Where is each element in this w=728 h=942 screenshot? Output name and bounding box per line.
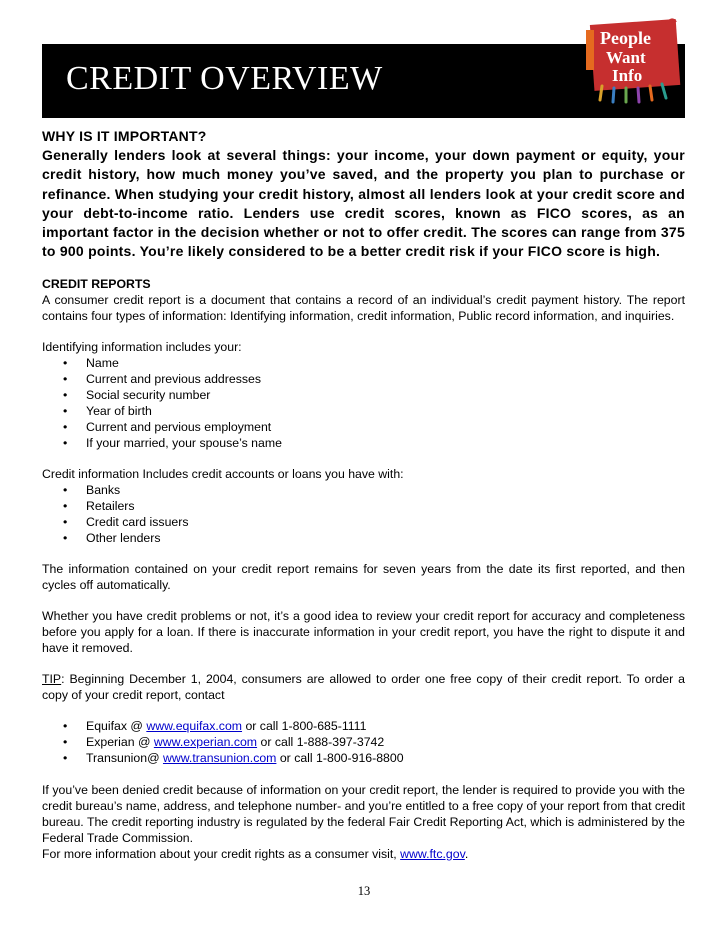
logo-word-people: People — [600, 28, 651, 48]
list-item: • If your married, your spouse’s name — [63, 435, 282, 450]
list-item: • Current and pervious employment — [63, 419, 272, 434]
credit-info-list — [42, 482, 685, 546]
tip-label: TIP — [42, 671, 62, 686]
list-item: • Name — [63, 355, 119, 370]
list-item: • Retailers — [63, 498, 135, 513]
tip-text: : Beginning December 1, 2004, consumers are allowed to order one free copy of their credit report. To order a copy of your credit report, contact — [42, 671, 685, 702]
list-item: • Credit card issuers — [63, 514, 189, 529]
list-item: • Banks — [63, 482, 121, 497]
retention-paragraph: The information contained on your credit report remains for seven years from the date its first reported, and then cycles off automatically. — [42, 561, 685, 592]
ftc-link[interactable]: www.ftc.gov — [400, 846, 465, 861]
page-content — [42, 127, 685, 862]
page-number: 13 — [357, 884, 371, 898]
tip-paragraph — [42, 671, 685, 703]
why-body: Generally lenders look at several things: your income, your down payment or equity, your credit history, how much money you’ve saved, and the property you plan to purchase or refinance. When studying your credit history, almost all lenders look at your credit score and your debt-to-income ratio. Lenders use credit scores, known as FICO scores, as an important factor in the decision whether or not to offer credit. The scores can range from 375 to 900 points. You’re likely considered to be a better credit risk if your FICO score is high. — [42, 147, 685, 260]
page-title: CREDIT OVERVIEW — [66, 60, 383, 97]
list-item: • Social security number — [63, 387, 211, 402]
equifax-link[interactable]: www.equifax.com — [146, 718, 243, 733]
credit-reports-heading: CREDIT REPORTS — [42, 276, 151, 291]
identifying-intro: Identifying information includes your: — [42, 339, 242, 354]
why-heading: WHY IS IT IMPORTANT? — [42, 128, 207, 144]
ftc-paragraph: For more information about your credit rights as a consumer visit, www.ftc.gov. — [42, 846, 469, 861]
experian-link[interactable]: www.experian.com — [153, 735, 258, 750]
logo-word-info: Info — [612, 66, 643, 85]
bureau-equifax: • Equifax @ www.equifax.com or call 1-800-685-1111 — [63, 718, 367, 733]
list-item: • Other lenders — [63, 530, 161, 545]
transunion-link[interactable]: www.transunion.com — [162, 751, 277, 766]
list-item: • Current and previous addresses — [63, 371, 261, 386]
credit-reports-intro: A consumer credit report is a document that contains a record of an individual’s credit payment history. The report contains four types of information: Identifying information, credit information, Public record information, and inquiries. — [42, 292, 685, 323]
review-paragraph: Whether you have credit problems or not, it’s a good idea to review your credit report for accuracy and completeness before you apply for a loan. If there is inaccurate information in your credit report, you have the right to dispute it and have it removed. — [42, 608, 685, 655]
credit-bureau-list — [42, 718, 685, 767]
identifying-list — [42, 355, 685, 451]
denied-paragraph: If you’ve been denied credit because of information on your credit report, the lender is required to provide you with the credit bureau’s name, address, and telephone number- and you’re entitled to a free copy of your report from that credit bureau. The credit reporting industry is regulated by the federal Fair Credit Reporting Act, which is administered by the Federal Trade Commission. — [42, 782, 685, 845]
list-item: • Year of birth — [63, 403, 152, 418]
logo-word-want: Want — [606, 48, 646, 67]
credit-info-intro: Credit information Includes credit accounts or loans you have with: — [42, 466, 404, 481]
bureau-experian: • Experian @ www.experian.com or call 1-888-397-3742 — [63, 735, 385, 750]
people-want-info-logo — [582, 14, 686, 104]
bureau-transunion: • Transunion@ www.transunion.com or call 1-800-916-8800 — [63, 751, 404, 766]
